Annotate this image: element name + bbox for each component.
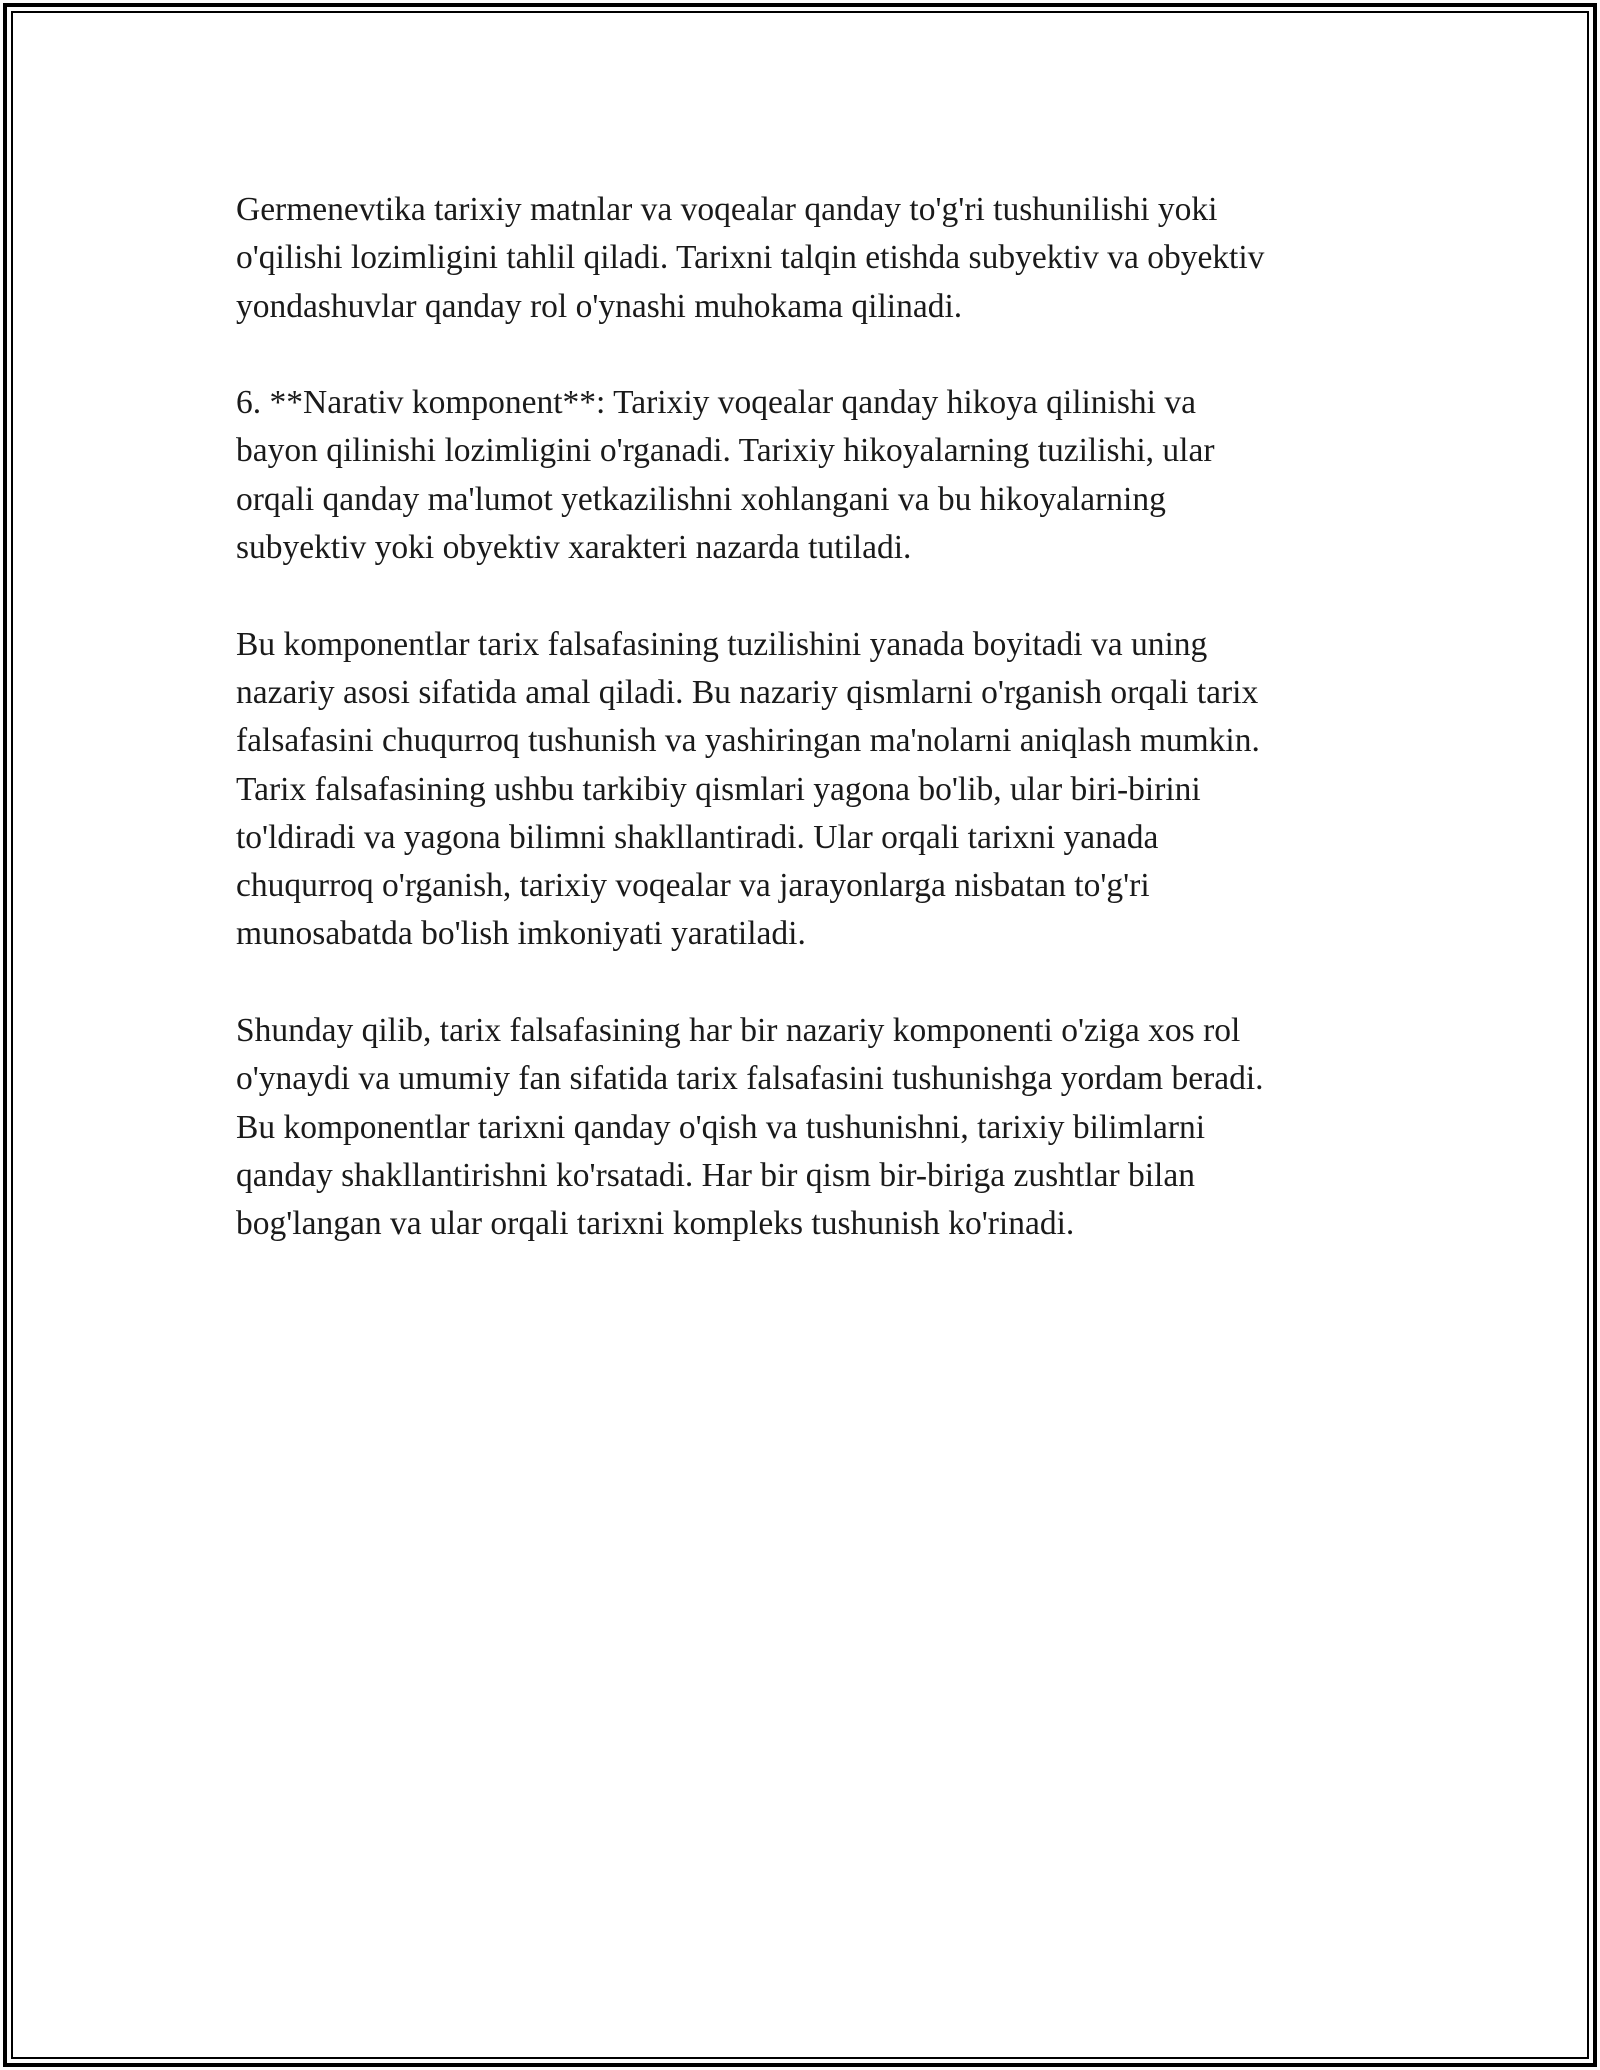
text-line: munosabatda bo'lish imkoniyati yaratiladi. <box>236 915 806 953</box>
paragraph-germenevtika <box>236 186 1386 331</box>
paragraph-conclusion <box>236 1007 1386 1248</box>
text-line: yondashuvlar qanday rol o'ynashi muhokama qilinadi. <box>236 287 963 325</box>
text-line: Bu komponentlar tarixni qanday o'qish va tushunishni, tarixiy bilimlarni <box>236 1108 1206 1146</box>
text-line: to'ldiradi va yagona bilimni shakllantiradi. Ular orqali tarixni yanada <box>236 818 1159 856</box>
text-line: qanday shakllantirishni ko'rsatadi. Har bir qism bir-biriga zushtlar bilan <box>236 1156 1195 1194</box>
text-line: orqali qanday ma'lumot yetkazilishni xohlangani va bu hikoyalarning <box>236 480 1166 518</box>
text-line: Germenevtika tarixiy matnlar va voqealar qanday to'g'ri tushunilishi yoki <box>236 191 1218 228</box>
text-line: o'ynaydi va umumiy fan sifatida tarix falsafasini tushunishga yordam beradi. <box>236 1060 1264 1098</box>
text-line: 6. **Narativ komponent**: Tarixiy voqealar qanday hikoya qilinishi va <box>236 384 1196 422</box>
text-line: Tarix falsafasining ushbu tarkibiy qismlari yagona bo'lib, ular biri-birini <box>236 770 1201 808</box>
text-line: chuqurroq o'rganish, tarixiy voqealar va jarayonlarga nisbatan to'g'ri <box>236 867 1150 905</box>
paragraph-narrative-component <box>236 379 1386 572</box>
text-line: Bu komponentlar tarix falsafasining tuzilishini yanada boyitadi va uning <box>236 625 1208 663</box>
text-line: bayon qilinishi lozimligini o'rganadi. Tarixiy hikoyalarning tuzilishi, ular <box>236 432 1215 470</box>
text-line: o'qilishi lozimligini tahlil qiladi. Tarixni talqin etishda subyektiv va obyektiv <box>236 239 1265 277</box>
text-line: bog'langan va ular orqali tarixni kompleks tushunish ko'rinadi. <box>236 1205 1075 1243</box>
text-line: subyektiv yoki obyektiv xarakteri nazarda tutiladi. <box>236 529 912 567</box>
document-body <box>236 186 1386 1297</box>
text-line: Shunday qilib, tarix falsafasining har bir nazariy komponenti o'ziga xos rol <box>236 1012 1241 1050</box>
text-line: falsafasini chuqurroq tushunish va yashiringan ma'nolarni aniqlash mumkin. <box>236 722 1260 760</box>
paragraph-components-summary <box>236 621 1386 959</box>
text-line: nazariy asosi sifatida amal qiladi. Bu nazariy qismlarni o'rganish orqali tarix <box>236 673 1259 711</box>
